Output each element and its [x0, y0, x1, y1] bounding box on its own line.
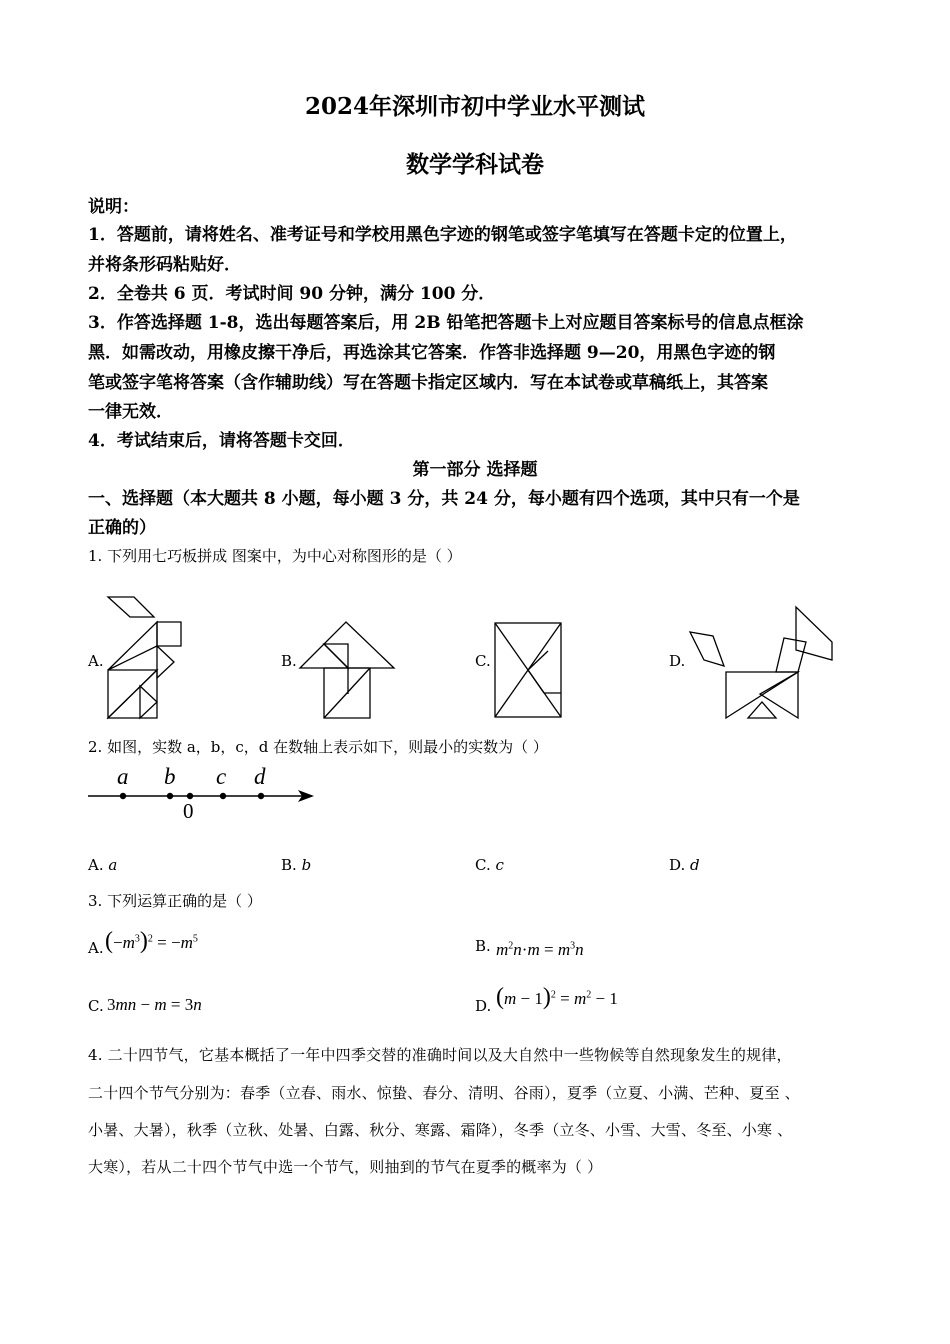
question-4-line-1: 4. 二十四节气，它基本概括了一年中四季交替的准确时间以及大自然中一些物候等自然现象发生的规律，	[88, 1046, 792, 1064]
section-heading-line-1: 一、选择题（本大题共 8 小题，每小题 3 分，共 24 分，每小题有四个选项，其中只有一个是	[88, 489, 800, 509]
q3-option-a-expression: $(-m^3)^2 = -m^5$	[105, 928, 198, 954]
point-a	[120, 793, 126, 799]
section-heading-line-2: 正确的）	[88, 518, 156, 538]
q3-option-c-label: C.	[88, 997, 104, 1015]
q2-option-a: A. a	[88, 856, 118, 874]
q3-option-d-label: D.	[475, 997, 492, 1015]
part-heading: 第一部分 选择题	[412, 460, 538, 480]
point-d	[258, 793, 264, 799]
question-1-stem: 1. 下列用七巧板拼成 图案中，为中心对称图形的是（ ）	[88, 547, 462, 565]
q3-option-c-expression: 3mn − m = 3n	[107, 995, 202, 1014]
q2-option-b: B. b	[281, 856, 312, 874]
q1-option-d-label: D.	[669, 652, 686, 670]
question-4-line-3: 小暑、大暑），秋季（立秋、处暑、白露、秋分、寒露、霜降），冬季（立冬、小雪、大雪、冬至、小寒 、	[88, 1121, 793, 1139]
q3-option-d-expression: $(m - 1)^2 = m^2 - 1$	[496, 984, 618, 1010]
question-4-line-2: 二十四个节气分别为：春季（立春、雨水、惊蛰、春分、清明、谷雨），夏季（立夏、小满、芒种、夏至 、	[88, 1084, 800, 1102]
notes-heading: 说明：	[88, 197, 139, 217]
page-title: 2024年深圳市初中学业水平测试	[304, 93, 645, 120]
numberline-label-d: d	[254, 764, 266, 789]
q2-option-d: D. d	[669, 856, 700, 874]
note-2: 2．全卷共 6 页．考试时间 90 分钟，满分 100 分．	[88, 284, 496, 304]
numberline-zero-label: 0	[183, 799, 194, 823]
point-b	[167, 793, 173, 799]
point-c	[220, 793, 226, 799]
point-zero	[187, 793, 193, 799]
note-3-line-4: 一律无效．	[88, 402, 173, 422]
q3-option-b-expression: $m^2n\cdot m = m^3n$	[496, 940, 584, 959]
q2-option-c: C. c	[475, 856, 504, 874]
question-2-stem: 2. 如图，实数 a，b，c，d 在数轴上表示如下，则最小的实数为（ ）	[88, 738, 548, 756]
numberline-label-c: c	[216, 764, 227, 789]
number-line	[86, 786, 316, 806]
q1-figure-d	[686, 602, 836, 722]
note-3-line-2: 黑．如需改动，用橡皮擦干净后，再选涂其它答案．作答非选择题 9—20，用黑色字迹的钢	[88, 343, 776, 363]
numberline-label-a: a	[117, 764, 129, 789]
q1-option-c-label: C.	[475, 652, 491, 670]
note-4: 4．考试结束后，请将答题卡交回．	[88, 431, 355, 451]
question-4-line-4: 大寒），若从二十四个节气中选一个节气，则抽到的节气在夏季的概率为（ ）	[88, 1158, 603, 1176]
q1-figure-a	[100, 594, 190, 722]
note-3-line-3: 笔或签字笔将答案（含作辅助线）写在答题卡指定区域内．写在本试卷或草稿纸上，其答案	[88, 373, 768, 393]
q1-option-a-label: A.	[88, 652, 104, 670]
note-1-line-2: 并将条形码粘贴好．	[88, 255, 241, 275]
note-1-line-1: 1．答题前，请将姓名、准考证号和学校用黑色字迹的钢笔或签字笔填写在答题卡定的位置上，	[88, 225, 797, 245]
q3-option-b-label: B.	[475, 937, 491, 955]
q1-figure-b	[296, 618, 400, 722]
page-subtitle: 数学学科试卷	[406, 151, 544, 178]
q1-figure-c	[492, 621, 564, 721]
q3-option-a-label: A.	[88, 939, 104, 957]
q1-option-b-label: B.	[281, 652, 297, 670]
numberline-label-b: b	[164, 764, 176, 789]
note-3-line-1: 3．作答选择题 1-8，选出每题答案后，用 2B 铅笔把答题卡上对应题目答案标号的信息点框涂	[88, 313, 804, 333]
question-3-stem: 3. 下列运算正确的是（ ）	[88, 892, 262, 910]
